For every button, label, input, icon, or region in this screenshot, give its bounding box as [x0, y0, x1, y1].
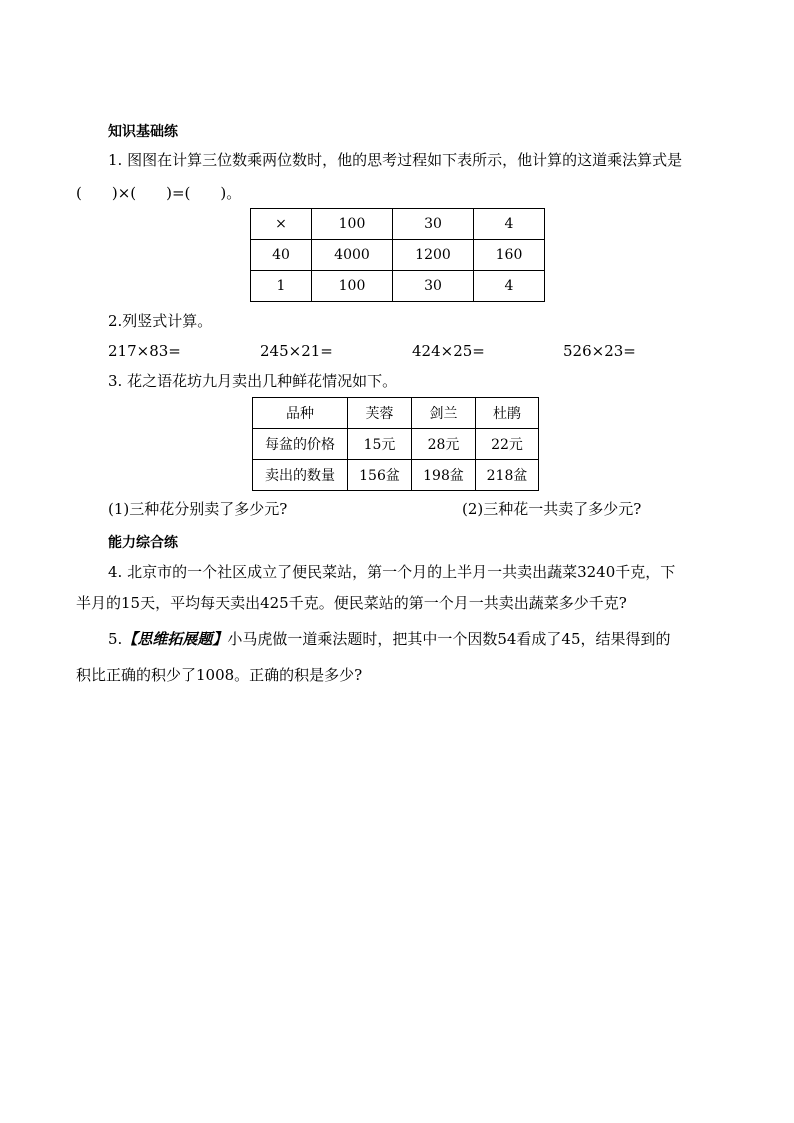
table-cell: 卖出的数量 [253, 460, 348, 491]
question-1-line-1: 1. 图图在计算三位数乘两位数时，他的思考过程如下表所示，他计算的这道乘法算式是 [108, 151, 683, 169]
section-title-ability: 能力综合练 [108, 535, 178, 551]
calc-item-2: 245×21= [260, 342, 333, 360]
table-cell: 218盆 [476, 460, 539, 491]
table-cell: 芙蓉 [348, 398, 412, 429]
table-cell: 100 [312, 209, 393, 240]
question-5-line-1 [108, 629, 671, 649]
table-cell: 1200 [393, 240, 474, 271]
table-cell: 4 [474, 271, 545, 302]
table-cell: 198盆 [412, 460, 476, 491]
table-cell: 30 [393, 209, 474, 240]
table-cell: 15元 [348, 429, 412, 460]
calc-item-1: 217×83= [108, 342, 181, 360]
calc-item-4: 526×23= [563, 342, 636, 360]
table-cell: 28元 [412, 429, 476, 460]
table-cell: 1 [251, 271, 312, 302]
question-4-line-1: 4. 北京市的一个社区成立了便民菜站，第一个月的上半月一共卖出蔬菜3240千克，下 [108, 563, 676, 581]
question-3-sub-2: (2)三种花一共卖了多少元? [462, 500, 642, 518]
table-cell: 剑兰 [412, 398, 476, 429]
table-cell: 4000 [312, 240, 393, 271]
table-cell: 30 [393, 271, 474, 302]
question-1-line-2: ( )×( )=( )。 [76, 184, 242, 202]
question-2-title: 2.列竖式计算。 [108, 312, 213, 330]
table-cell: 4 [474, 209, 545, 240]
table-cell: 156盆 [348, 460, 412, 491]
table-cell: 每盆的价格 [253, 429, 348, 460]
table-cell: 100 [312, 271, 393, 302]
question-3-title: 3. 花之语花坊九月卖出几种鲜花情况如下。 [108, 372, 398, 390]
question-5-line-2: 积比正确的积少了1008。正确的积是多少? [76, 666, 363, 684]
multiplication-table [250, 208, 545, 302]
question-5-text: 小马虎做一道乘法题时，把其中一个因数54看成了45，结果得到的 [227, 630, 671, 648]
section-title-basic: 知识基础练 [108, 124, 178, 140]
flower-sales-table [252, 397, 539, 491]
question-4-line-2: 半月的15天，平均每天卖出425千克。便民菜站的第一个月一共卖出蔬菜多少千克? [76, 594, 627, 612]
question-5-number: 5. [108, 630, 123, 648]
table-cell: 40 [251, 240, 312, 271]
table-cell: 22元 [476, 429, 539, 460]
table-cell: × [251, 209, 312, 240]
thinking-extension-tag: 【思维拓展题】 [122, 630, 228, 648]
table-cell: 杜鹃 [476, 398, 539, 429]
question-3-sub-1: (1)三种花分别卖了多少元? [108, 500, 288, 518]
calc-item-3: 424×25= [412, 342, 485, 360]
table-cell: 品种 [253, 398, 348, 429]
table-cell: 160 [474, 240, 545, 271]
